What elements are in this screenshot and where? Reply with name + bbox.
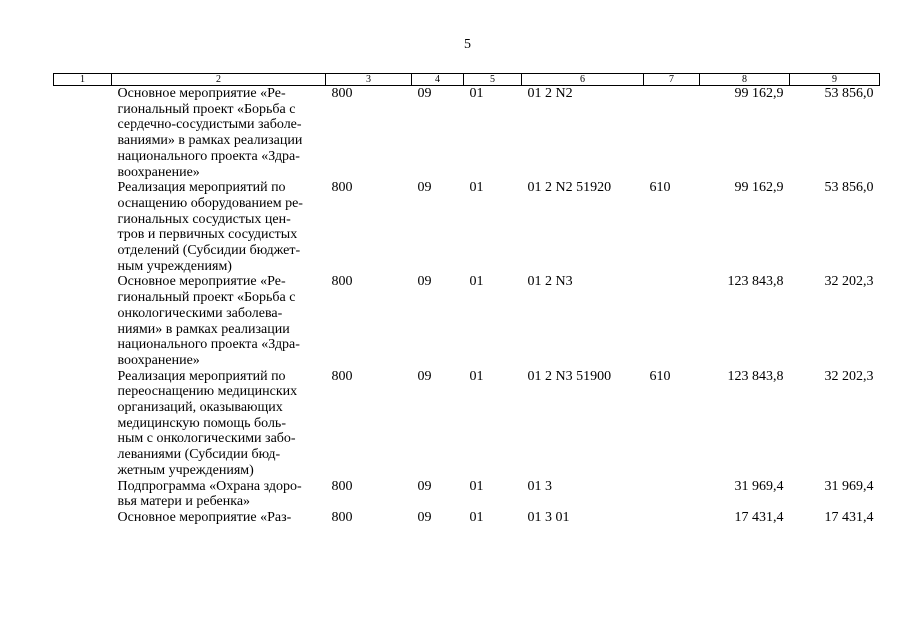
cell-col3: 800 <box>331 368 353 384</box>
column-number-header: 9 <box>790 74 880 86</box>
cell-col1 <box>54 369 112 479</box>
cell-name: Реализация мероприятий по оснащению оборудованием ре- гиональных сосудистых цен- тров и первичных сосудистых отделений (Субсидии бюджет- ным учреждениям) <box>117 180 303 274</box>
table-row <box>54 479 880 510</box>
cell-col9: 32 202,3 <box>824 274 874 290</box>
table-header <box>54 74 880 86</box>
column-number-header: 4 <box>412 74 464 86</box>
cell-col3: 800 <box>331 86 353 101</box>
table-row <box>54 510 880 526</box>
cell-col7 <box>644 86 700 181</box>
cell-col5: 01 <box>469 509 484 525</box>
cell-col3: 800 <box>331 509 353 525</box>
cell-name: Основное мероприятие «Раз- <box>117 509 292 525</box>
column-number-header: 6 <box>522 74 644 86</box>
cell-col7 <box>644 510 700 526</box>
cell-col5: 01 <box>469 478 484 494</box>
table-row <box>54 369 880 479</box>
cell-col4: 09 <box>417 368 432 384</box>
cell-col6: 01 2 N3 51900 <box>527 368 612 384</box>
cell-col5: 01 <box>469 274 484 290</box>
cell-name: Подпрограмма «Охрана здоро- вья матери и ребенка» <box>117 478 302 510</box>
cell-col3: 800 <box>331 274 353 290</box>
cell-col9: 53 856,0 <box>824 180 874 196</box>
cell-col7: 610 <box>649 368 671 384</box>
cell-col9: 53 856,0 <box>824 86 874 101</box>
cell-name: Реализация мероприятий по переоснащению медицинских организаций, оказывающих медицинскую помощь боль- ным с онкологическими забо- леваниями (Субсидии бюд- жетным учреждениям) <box>117 368 298 478</box>
cell-col5: 01 <box>469 180 484 196</box>
cell-col8: 99 162,9 <box>734 180 784 196</box>
cell-col8: 99 162,9 <box>734 86 784 101</box>
cell-col5: 01 <box>469 368 484 384</box>
column-number-header: 2 <box>112 74 326 86</box>
cell-col8: 31 969,4 <box>734 478 784 494</box>
cell-col4: 09 <box>417 180 432 196</box>
table-row <box>54 274 880 368</box>
cell-col5: 01 <box>469 86 484 101</box>
cell-col1 <box>54 180 112 274</box>
column-number-header: 7 <box>644 74 700 86</box>
cell-col6: 01 2 N2 51920 <box>527 180 612 196</box>
cell-col4: 09 <box>417 509 432 525</box>
cell-col7 <box>644 479 700 510</box>
cell-col6: 01 3 01 <box>527 509 570 525</box>
table-row <box>54 86 880 181</box>
cell-col6: 01 2 N3 <box>527 274 573 290</box>
cell-col8: 17 431,4 <box>734 509 784 525</box>
cell-col7: 610 <box>649 180 671 196</box>
cell-col9: 32 202,3 <box>824 368 874 384</box>
cell-col9: 17 431,4 <box>824 509 874 525</box>
column-number-header: 5 <box>464 74 522 86</box>
cell-col4: 09 <box>417 274 432 290</box>
cell-col6: 01 2 N2 <box>527 86 573 101</box>
cell-col7 <box>644 274 700 368</box>
cell-col1 <box>54 479 112 510</box>
cell-col3: 800 <box>331 478 353 494</box>
column-number-header: 3 <box>326 74 412 86</box>
cell-col1 <box>54 86 112 181</box>
cell-name: Основное мероприятие «Ре- гиональный проект «Борьба с онкологическими заболева- ниями» в рамках реализации национального проекта «Здра- воохранение» <box>117 274 300 368</box>
cell-name: Основное мероприятие «Ре- гиональный проект «Борьба с сердечно-сосудистыми заболе- ваниями» в рамках реализации национального проекта «Здра- воохранение» <box>117 86 303 180</box>
cell-col1 <box>54 274 112 368</box>
page-number: 5 <box>464 37 471 52</box>
cell-col8: 123 843,8 <box>727 274 784 290</box>
column-number-header: 8 <box>700 74 790 86</box>
cell-col3: 800 <box>331 180 353 196</box>
cell-col6: 01 3 <box>527 478 552 494</box>
cell-col4: 09 <box>417 86 432 101</box>
cell-col9: 31 969,4 <box>824 478 874 494</box>
cell-col8: 123 843,8 <box>727 368 784 384</box>
cell-col1 <box>54 510 112 526</box>
table-row <box>54 180 880 274</box>
cell-col4: 09 <box>417 478 432 494</box>
column-number-header: 1 <box>54 74 112 86</box>
budget-table <box>53 73 880 526</box>
